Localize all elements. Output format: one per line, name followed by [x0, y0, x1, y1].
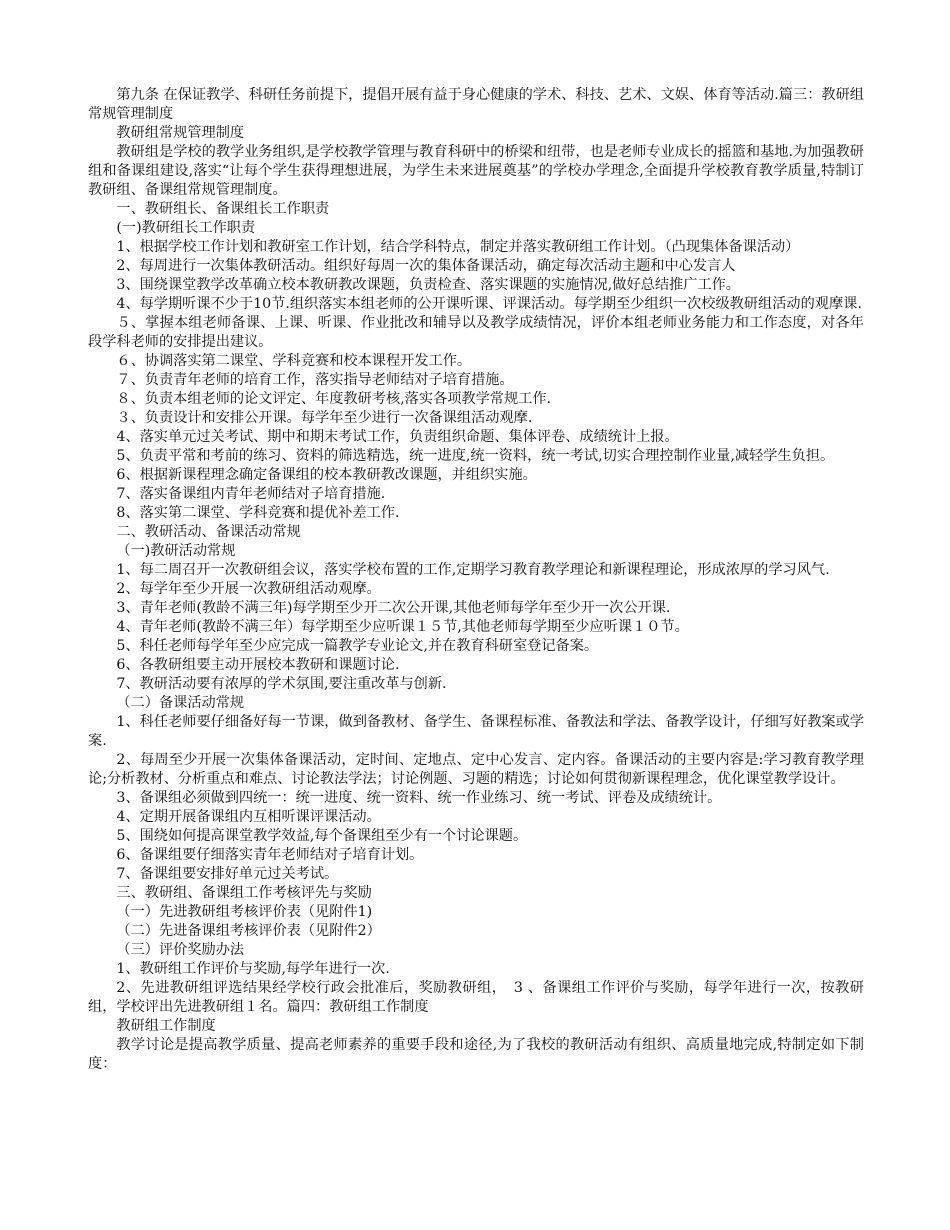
list-item: 6、备课组要仔细落实青年老师结对子培育计划。: [116, 847, 424, 863]
list-item: 5、负责平常和考前的练习、资料的筛选精选，统一进度,统一资料，统一考试,切实合理控制作业量,减轻学生负担。: [116, 448, 835, 464]
list-item: 3、青年老师(教龄不满三年)每学期至少开二次公开课,其他老师每学年至少开一次公开课.: [116, 600, 671, 616]
subsection-heading: (一)教研组长工作职责: [116, 220, 256, 236]
list-item: 8、落实第二课堂、学科竞赛和提优补差工作.: [116, 505, 400, 521]
list-item: 5、科任老师每学年至少应完成一篇教学专业论文,并在教育科研室登记备案。: [116, 638, 599, 654]
list-item: 7、备课组要安排好单元过关考试。: [116, 866, 339, 882]
document-page: [88, 86, 864, 1074]
list-item: ７、负责青年老师的培育工作，落实指导老师结对子培育措施。: [116, 372, 514, 388]
subsection-heading: （一)教研活动常规: [116, 543, 236, 559]
subsection-heading: （三）评价奖励办法: [116, 942, 245, 958]
paragraph: 教研组是学校的教学业务组织,是学校教学管理与教育科研中的桥梁和纽带，也是老师专业成长的摇篮和基地.为加强教研组和备课组建设,落实“让每个学生获得理想进展，为学生未来进展奠基”的学校办学理念,全面提升学校教育教学质量,特制订教研组、备课组常规管理制度。: [88, 144, 864, 198]
list-item: 2、每学年至少开展一次教研组活动观摩。: [116, 581, 381, 597]
paragraph: 教学讨论是提高教学质量、提高老师素养的重要手段和途径,为了我校的教研活动有组织、高质量地完成,特制定如下制度：: [88, 1037, 864, 1072]
list-item: 4、定期开展备课组内互相听课评课活动。: [116, 809, 381, 825]
section-heading: 二、教研活动、备课活动常规: [116, 524, 301, 540]
section-title: 教研组常规管理制度: [116, 125, 245, 141]
list-item: ６、协调落实第二课堂、学科竞赛和校本课程开发工作。: [116, 353, 472, 369]
list-item: 1、科任老师要仔细备好每一节课，做到备教材、备学生、备课程标准、备教法和学法、备教学设计，仔细写好教案或学案.: [88, 714, 864, 749]
list-item: 7、教研活动要有浓厚的学术氛围,要注重改革与创新.: [116, 676, 447, 692]
list-item: 2、先进教研组评选结果经学校行政会批准后，奖励教研组， 3 、备课组工作评价与奖励，每学年进行一次，按教研组，学校评出先进教研组１名。篇四：教研组工作制度: [88, 980, 864, 1015]
list-item: 4、青年老师(教龄不满三年）每学期至少应听课１５节,其他老师每学期至少应听课１０节。: [116, 619, 689, 635]
list-item: 1、根据学校工作计划和教研室工作计划，结合学科特点，制定并落实教研组工作计划。（凸现集体备课活动）: [116, 239, 800, 255]
list-item: 5、围绕如何提高课堂教学效益,每个备课组至少有一个讨论课题。: [116, 828, 528, 844]
list-item: 1、每二周召开一次教研组会议，落实学校布置的工作,定期学习教育教学理论和新课程理论，形成浓厚的学习风气.: [116, 562, 830, 578]
list-item: ３、负责设计和安排公开课。每学年至少进行一次备课组活动观摩.: [116, 410, 533, 426]
list-item: 2、每周进行一次集体教研活动。组织好每周一次的集体备课活动，确定每次活动主题和中心发言人: [116, 258, 736, 274]
list-item: 3、备课组必须做到四统一：统一进度、统一资料、统一作业练习、统一考试、评卷及成绩统计。: [116, 790, 722, 806]
list-item: 6、各教研组要主动开展校本教研和课题讨论.: [116, 657, 400, 673]
list-item: ５、掌握本组老师备课、上课、听课、作业批改和辅导以及教学成绩情况，评价本组老师业务能力和工作态度，对各年段学科老师的安排提出建议。: [88, 315, 864, 350]
list-item: 6、根据新课程理念确定备课组的校本教研教改课题，并组织实施。: [116, 467, 537, 483]
section-heading: 三、教研组、备课组工作考核评先与奖励: [116, 885, 372, 901]
list-item: 4、每学期听课不少于10节.组织落实本组老师的公开课听课、评课活动。每学期至少组织一次校级教研组活动的观摩课.: [116, 296, 862, 312]
list-item: 7、落实备课组内青年老师结对子培育措施.: [116, 486, 386, 502]
list-item: 2、每周至少开展一次集体备课活动，定时间、定地点、定中心发言、定内容。备课活动的主要内容是:学习教育教学理论;分析教材、分析重点和难点、讨论教法学法；讨论例题、习题的精选；讨论如何贯彻新课程理念，优化课堂教学设计。: [88, 752, 864, 787]
subsection-heading: （一）先进教研组考核评价表（见附件1): [116, 904, 373, 920]
list-item: 1、教研组工作评价与奖励,每学年进行一次.: [116, 961, 390, 977]
subsection-heading: （二）备课活动常规: [116, 695, 245, 711]
list-item: ８、负责本组老师的论文评定、年度教研考核,落实各项教学常规工作.: [116, 391, 552, 407]
subsection-heading: （二）先进备课组考核评价表（见附件2）: [116, 923, 381, 939]
list-item: 4、落实单元过关考试、期中和期末考试工作，负责组织命题、集体评卷、成绩统计上报。: [116, 429, 679, 445]
section-title: 教研组工作制度: [116, 1018, 216, 1034]
section-heading: 一、教研组长、备课组长工作职责: [116, 201, 330, 217]
list-item: 3、围绕课堂教学改革确立校本教研教改课题，负责检查、落实课题的实施情况,做好总结推广工作。: [116, 277, 740, 293]
paragraph: 第九条 在保证教学、科研任务前提下，提倡开展有益于身心健康的学术、科技、艺术、文娱、体育等活动.篇三：教研组常规管理制度: [88, 87, 864, 122]
